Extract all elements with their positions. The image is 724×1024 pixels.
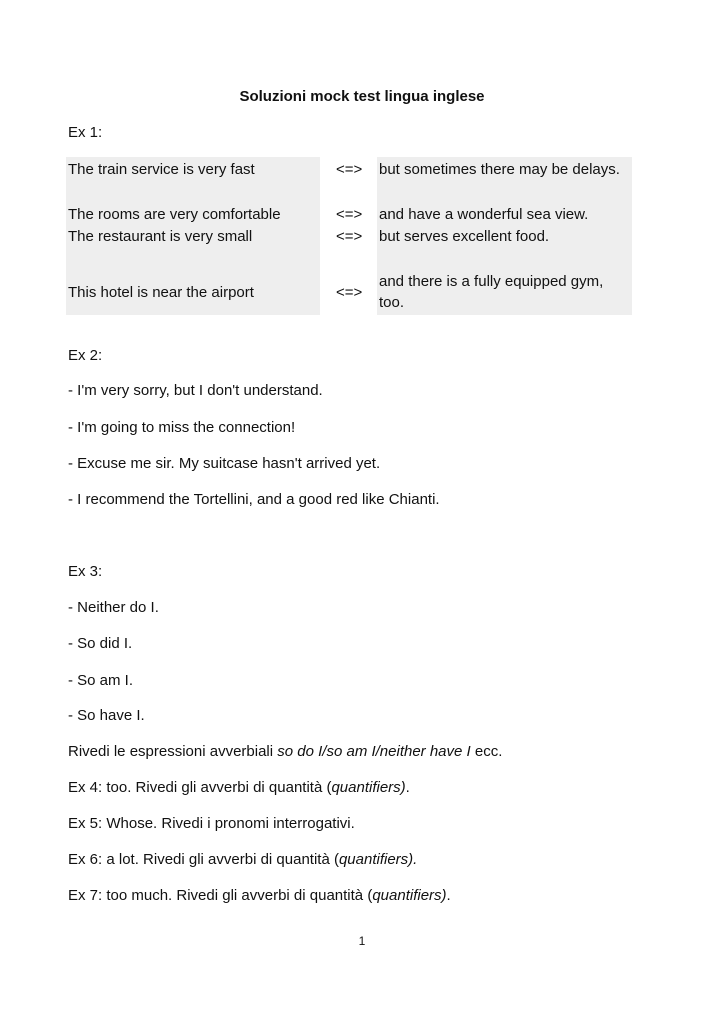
ex1-row1-left: The train service is very fast xyxy=(68,161,255,178)
ex2-heading: Ex 2: xyxy=(68,347,103,364)
ex4-italic: quantifiers) xyxy=(331,779,406,796)
ex1-heading: Ex 1: xyxy=(68,124,103,141)
ex6-answer xyxy=(68,851,417,868)
ex2-line-3: - Excuse me sir. My suitcase hasn't arrived yet. xyxy=(68,455,381,472)
ex6-italic: quantifiers). xyxy=(338,851,418,868)
ex7-answer xyxy=(68,887,451,904)
ex2-line-1: - I'm very sorry, but I don't understand. xyxy=(68,382,323,399)
ex1-row2-arrow: <=> xyxy=(336,206,363,223)
ex1-row3-right: but serves excellent food. xyxy=(379,228,550,245)
ex1-row3-arrow: <=> xyxy=(336,228,363,245)
ex1-row1-right: but sometimes there may be delays. xyxy=(379,161,620,178)
ex3-line-4: - So have I. xyxy=(68,707,145,724)
ex3-review-note xyxy=(68,743,502,760)
ex2-line-2: - I'm going to miss the connection! xyxy=(68,419,296,436)
ex4-prefix: Ex 4: too. Rivedi gli avverbi di quantità ( xyxy=(68,779,332,796)
ex3-line-2: - So did I. xyxy=(68,635,133,652)
ex7-italic: quantifiers) xyxy=(372,887,447,904)
ex3-line-3: - So am I. xyxy=(68,672,134,689)
ex1-row4-left: This hotel is near the airport xyxy=(68,284,254,301)
ex7-suffix: . xyxy=(446,887,451,904)
ex1-row2-right: and have a wonderful sea view. xyxy=(379,206,589,223)
ex7-prefix: Ex 7: too much. Rivedi gli avverbi di quantità ( xyxy=(68,887,373,904)
ex4-answer xyxy=(68,779,410,796)
page-number: 1 xyxy=(358,934,366,948)
ex1-matching-table xyxy=(66,157,632,315)
ex1-row1-arrow: <=> xyxy=(336,161,363,178)
ex3-review-italic: so do I/so am I/neither have I xyxy=(277,743,471,760)
ex1-row4-right: and there is a fully equipped gym, too. xyxy=(379,273,604,311)
ex1-row2-left: The rooms are very comfortable xyxy=(68,206,281,223)
ex5-answer: Ex 5: Whose. Rivedi i pronomi interrogativi. xyxy=(68,815,355,832)
ex3-review-suffix: ecc. xyxy=(470,743,503,760)
page-title: Soluzioni mock test lingua inglese xyxy=(239,88,485,105)
ex3-line-1: - Neither do I. xyxy=(68,599,159,616)
ex1-row4-arrow: <=> xyxy=(336,284,363,301)
ex2-line-4: - I recommend the Tortellini, and a good red like Chianti. xyxy=(68,491,440,508)
ex4-suffix: . xyxy=(405,779,410,796)
ex6-prefix: Ex 6: a lot. Rivedi gli avverbi di quantità ( xyxy=(68,851,339,868)
ex3-heading: Ex 3: xyxy=(68,563,103,580)
ex1-row3-left: The restaurant is very small xyxy=(68,228,253,245)
ex3-review-prefix: Rivedi le espressioni avverbiali xyxy=(68,743,278,760)
